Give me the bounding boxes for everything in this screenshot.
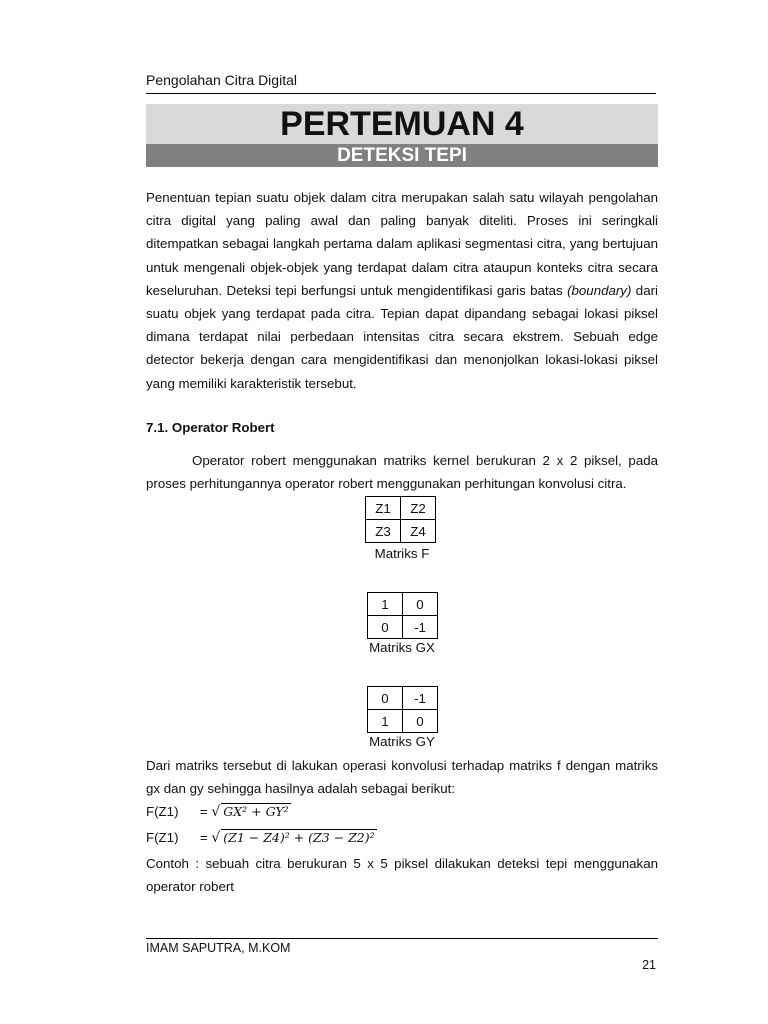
intro-italic-term: (boundary) xyxy=(567,282,632,298)
footer-divider xyxy=(146,938,658,939)
matrix-cell: Z2 xyxy=(401,497,436,520)
intro-paragraph xyxy=(146,186,658,395)
matrix-gx xyxy=(367,592,438,639)
matrix-gy-caption: Matriks GY xyxy=(369,734,435,749)
footer-author: IMAM SAPUTRA, M.KOM xyxy=(146,941,291,955)
matrix-cell: 0 xyxy=(403,593,438,616)
section-paragraph-line2: proses perhitungannya operator robert menggunakan perhitungan konvolusi citra. xyxy=(146,476,627,491)
sqrt-symbol: √ xyxy=(211,804,221,820)
matrix-cell: -1 xyxy=(403,687,438,710)
formula-robert xyxy=(146,829,377,846)
formula-magnitude xyxy=(146,803,291,820)
formula-lhs: F(Z1) xyxy=(146,804,179,819)
section-heading: 7.1. Operator Robert xyxy=(146,420,275,435)
sqrt-symbol: √ xyxy=(211,830,221,846)
matrix-cell: 0 xyxy=(368,616,403,639)
formula-radicand: GX² + GY² xyxy=(223,804,289,819)
convolution-paragraph: Dari matriks tersebut di lakukan operasi konvolusi terhadap matriks f dengan matriks gx dan gy sehingga hasilnya adalah sebagai berikut: xyxy=(146,758,658,797)
intro-text-2: dari suatu objek yang terdapat pada citra. Tepian dapat dipandang sebagai lokasi piksel dimana terdapat nilai perbedaan intensitas citra secara ekstrem. Sebuah edge detector bekerja dengan cara mengidentifikasi dan menonjolkan lokasi-lokasi piksel yang memiliki karakteristik tersebut. xyxy=(146,282,658,391)
matrix-cell: 0 xyxy=(368,687,403,710)
formula-equals: = xyxy=(199,830,208,845)
matrix-cell: Z3 xyxy=(366,520,401,543)
matrix-gx-caption: Matriks GX xyxy=(369,640,435,655)
matrix-cell: Z1 xyxy=(366,497,401,520)
section-paragraph-line1: Operator robert menggunakan matriks kernel berukuran 2 x 2 piksel, pada xyxy=(192,453,658,468)
chapter-subtitle: DETEKSI TEPI xyxy=(146,144,658,167)
matrix-f xyxy=(365,496,436,543)
matrix-cell: 0 xyxy=(403,710,438,733)
example-paragraph: Contoh : sebuah citra berukuran 5 x 5 piksel dilakukan deteksi tepi menggunakan operator robert xyxy=(146,856,658,895)
matrix-cell: Z4 xyxy=(401,520,436,543)
matrix-f-caption: Matriks F xyxy=(374,546,430,561)
intro-text-1: Penentuan tepian suatu objek dalam citra merupakan salah satu wilayah pengolahan citra digital yang paling awal dan paling banyak diteliti. Proses ini seringkali ditempatkan sebagai langkah pertama dalam aplikasi segmentasi citra, yang bertujuan untuk mengenali objek-objek yang terdapat dalam citra ataupun konteks citra secara keseluruhan. Deteksi tepi berfungsi untuk mengidentifikasi garis batas xyxy=(146,190,658,298)
chapter-title: PERTEMUAN 4 xyxy=(146,104,658,144)
matrix-cell: 1 xyxy=(368,710,403,733)
header-divider xyxy=(146,93,656,94)
formula-equals: = xyxy=(199,804,208,819)
matrix-cell: 1 xyxy=(368,593,403,616)
page-number: 21 xyxy=(642,958,656,972)
running-header: Pengolahan Citra Digital xyxy=(146,72,297,88)
matrix-cell: -1 xyxy=(403,616,438,639)
formula-radicand: (Z1 − Z4)² + (Z3 − Z2)² xyxy=(223,830,375,845)
formula-lhs: F(Z1) xyxy=(146,830,179,845)
matrix-gy xyxy=(367,686,438,733)
